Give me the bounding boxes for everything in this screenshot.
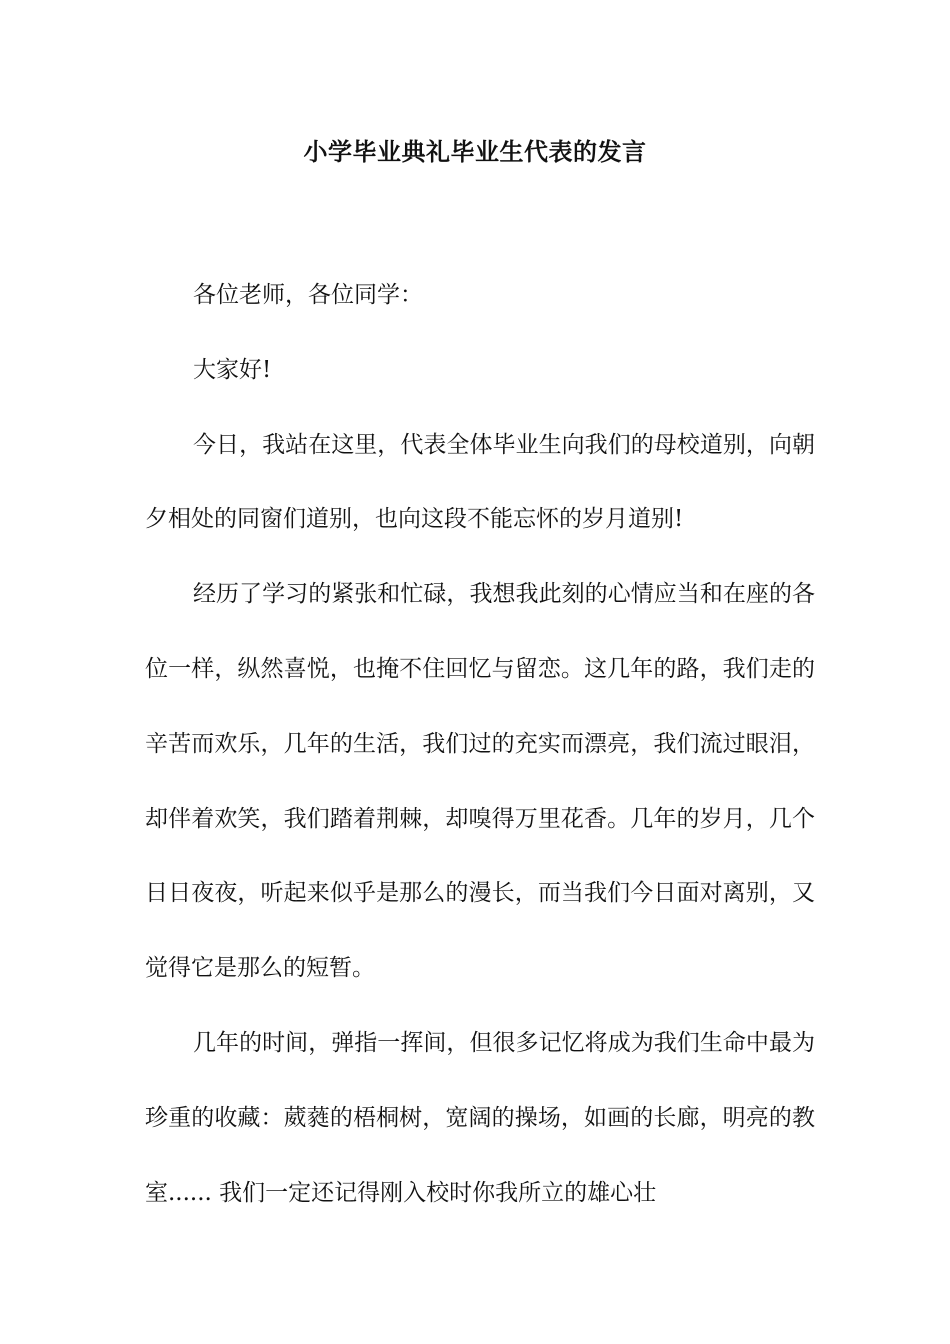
document-title: 小学毕业典礼毕业生代表的发言 (303, 137, 647, 166)
paragraph-farewell: 今日，我站在这里，代表全体毕业生向我们的母校道别，向朝夕相处的同窗们道别，也向这段不能忘怀的岁月道别! (145, 431, 815, 533)
paragraph-greeting: 大家好! (193, 356, 272, 383)
paragraph-salutation: 各位老师，各位同学： (193, 282, 423, 308)
document-body (145, 258, 815, 1230)
paragraph-memories: 经历了学习的紧张和忙碌，我想我此刻的心情应当和在座的各位一样，纵然喜悦，也掩不住回忆与留恋。这几年的路，我们走的辛苦而欢乐，几年的生活，我们过的充实而漂亮，我们流过眼泪，却伴着欢笑，我们踏着荆棘，却嗅得万里花香。几年的岁月，几个日日夜夜，听起来似乎是那么的漫长，而当我们今日面对离别，又觉得它是那么的短暂。 (145, 581, 815, 982)
paragraph-time: 几年的时间，弹指一挥间，但很多记忆将成为我们生命中最为珍重的收藏：葳蕤的梧桐树，宽阔的操场，如画的长廊，明亮的教室...... 我们一定还记得刚入校时你我所立的雄心壮 (145, 1029, 815, 1206)
